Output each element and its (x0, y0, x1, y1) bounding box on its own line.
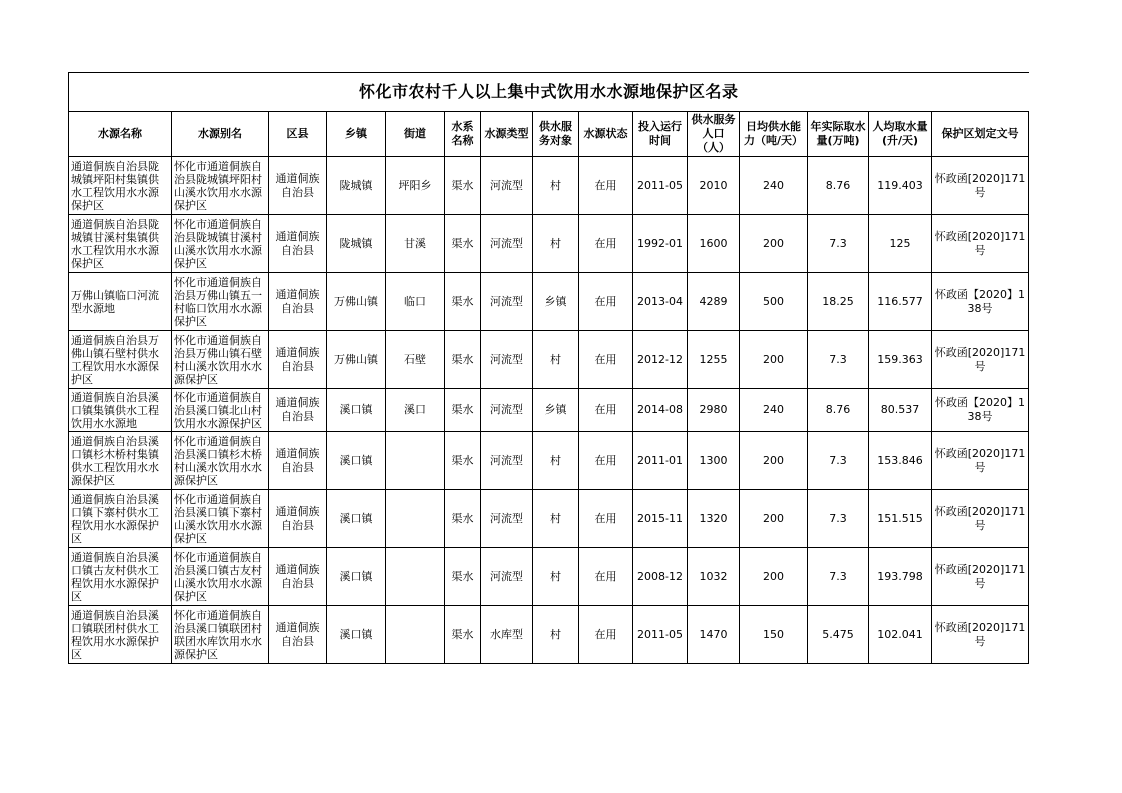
start-time-cell: 2011-05 (633, 606, 688, 664)
service-object-cell: 村 (533, 331, 579, 389)
capacity-cell: 240 (740, 157, 808, 215)
per-capita-cell: 80.537 (869, 389, 932, 432)
document-number-cell: 怀政函[2020]171号 (932, 606, 1029, 664)
column-header: 水源状态 (579, 112, 633, 157)
table-row (69, 273, 1029, 331)
street-cell: 临口 (386, 273, 445, 331)
column-header: 区县 (269, 112, 327, 157)
service-object-cell: 村 (533, 157, 579, 215)
table-row (69, 157, 1029, 215)
column-header: 街道 (386, 112, 445, 157)
service-object-cell: 村 (533, 432, 579, 490)
per-capita-cell: 102.041 (869, 606, 932, 664)
street-cell: 甘溪 (386, 215, 445, 273)
per-capita-cell: 116.577 (869, 273, 932, 331)
source-name-cell: 通道侗族自治县溪口镇下寨村供水工程饮用水水源保护区 (69, 490, 172, 548)
annual-intake-cell: 7.3 (808, 490, 869, 548)
start-time-cell: 2008-12 (633, 548, 688, 606)
population-cell: 1255 (688, 331, 740, 389)
river-cell: 渠水 (445, 490, 481, 548)
document-number-cell: 怀政函[2020]171号 (932, 331, 1029, 389)
column-header: 年实际取水量(万吨) (808, 112, 869, 157)
status-cell: 在用 (579, 606, 633, 664)
column-header: 日均供水能力（吨/天） (740, 112, 808, 157)
town-cell: 溪口镇 (327, 548, 386, 606)
river-cell: 渠水 (445, 215, 481, 273)
source-alias-cell: 怀化市通道侗族自治县万佛山镇石壁村山溪水饮用水水源保护区 (172, 331, 269, 389)
service-object-cell: 乡镇 (533, 389, 579, 432)
start-time-cell: 2015-11 (633, 490, 688, 548)
river-cell: 渠水 (445, 157, 481, 215)
capacity-cell: 200 (740, 331, 808, 389)
column-header: 投入运行时间 (633, 112, 688, 157)
source-type-cell: 河流型 (481, 157, 533, 215)
column-header: 水源类型 (481, 112, 533, 157)
population-cell: 1300 (688, 432, 740, 490)
street-cell (386, 606, 445, 664)
annual-intake-cell: 8.76 (808, 389, 869, 432)
county-cell: 通道侗族自治县 (269, 215, 327, 273)
status-cell: 在用 (579, 331, 633, 389)
town-cell: 溪口镇 (327, 432, 386, 490)
document-number-cell: 怀政函[2020]171号 (932, 215, 1029, 273)
header-row (69, 112, 1029, 157)
river-cell: 渠水 (445, 432, 481, 490)
county-cell: 通道侗族自治县 (269, 273, 327, 331)
source-alias-cell: 怀化市通道侗族自治县溪口镇下寨村山溪水饮用水水源保护区 (172, 490, 269, 548)
street-cell: 坪阳乡 (386, 157, 445, 215)
street-cell (386, 490, 445, 548)
annual-intake-cell: 18.25 (808, 273, 869, 331)
per-capita-cell: 153.846 (869, 432, 932, 490)
service-object-cell: 村 (533, 490, 579, 548)
start-time-cell: 2011-05 (633, 157, 688, 215)
column-header: 水系名称 (445, 112, 481, 157)
population-cell: 1470 (688, 606, 740, 664)
table-row (69, 389, 1029, 432)
document-number-cell: 怀政函【2020】138号 (932, 273, 1029, 331)
start-time-cell: 2013-04 (633, 273, 688, 331)
county-cell: 通道侗族自治县 (269, 389, 327, 432)
source-alias-cell: 怀化市通道侗族自治县万佛山镇五一村临口饮用水水源保护区 (172, 273, 269, 331)
capacity-cell: 200 (740, 432, 808, 490)
per-capita-cell: 159.363 (869, 331, 932, 389)
population-cell: 1032 (688, 548, 740, 606)
source-type-cell: 河流型 (481, 432, 533, 490)
source-type-cell: 河流型 (481, 331, 533, 389)
column-header: 供水服务对象 (533, 112, 579, 157)
start-time-cell: 1992-01 (633, 215, 688, 273)
document-number-cell: 怀政函[2020]171号 (932, 432, 1029, 490)
source-type-cell: 河流型 (481, 490, 533, 548)
town-cell: 万佛山镇 (327, 273, 386, 331)
population-cell: 4289 (688, 273, 740, 331)
document-number-cell: 怀政函[2020]171号 (932, 548, 1029, 606)
annual-intake-cell: 7.3 (808, 432, 869, 490)
population-cell: 1320 (688, 490, 740, 548)
source-name-cell: 通道侗族自治县溪口镇联团村供水工程饮用水水源保护区 (69, 606, 172, 664)
source-alias-cell: 怀化市通道侗族自治县陇城镇坪阳村山溪水饮用水水源保护区 (172, 157, 269, 215)
source-type-cell: 水库型 (481, 606, 533, 664)
street-cell (386, 432, 445, 490)
source-name-cell: 万佛山镇临口河流型水源地 (69, 273, 172, 331)
document-number-cell: 怀政函[2020]171号 (932, 490, 1029, 548)
town-cell: 溪口镇 (327, 490, 386, 548)
source-type-cell: 河流型 (481, 389, 533, 432)
annual-intake-cell: 7.3 (808, 331, 869, 389)
status-cell: 在用 (579, 389, 633, 432)
status-cell: 在用 (579, 490, 633, 548)
river-cell: 渠水 (445, 548, 481, 606)
column-header: 水源别名 (172, 112, 269, 157)
water-source-table (68, 72, 1029, 664)
population-cell: 2980 (688, 389, 740, 432)
population-cell: 2010 (688, 157, 740, 215)
per-capita-cell: 151.515 (869, 490, 932, 548)
county-cell: 通道侗族自治县 (269, 490, 327, 548)
river-cell: 渠水 (445, 606, 481, 664)
town-cell: 万佛山镇 (327, 331, 386, 389)
per-capita-cell: 193.798 (869, 548, 932, 606)
source-name-cell: 通道侗族自治县陇城镇甘溪村集镇供水工程饮用水水源保护区 (69, 215, 172, 273)
capacity-cell: 200 (740, 490, 808, 548)
county-cell: 通道侗族自治县 (269, 606, 327, 664)
source-type-cell: 河流型 (481, 548, 533, 606)
source-alias-cell: 怀化市通道侗族自治县溪口镇联团村联团水库饮用水水源保护区 (172, 606, 269, 664)
start-time-cell: 2012-12 (633, 331, 688, 389)
column-header: 保护区划定文号 (932, 112, 1029, 157)
county-cell: 通道侗族自治县 (269, 157, 327, 215)
service-object-cell: 乡镇 (533, 273, 579, 331)
source-alias-cell: 怀化市通道侗族自治县溪口镇北山村饮用水水源保护区 (172, 389, 269, 432)
per-capita-cell: 125 (869, 215, 932, 273)
source-name-cell: 通道侗族自治县溪口镇杉木桥村集镇供水工程饮用水水源保护区 (69, 432, 172, 490)
town-cell: 陇城镇 (327, 215, 386, 273)
capacity-cell: 200 (740, 215, 808, 273)
column-header: 人均取水量(升/天) (869, 112, 932, 157)
spreadsheet-sheet (68, 72, 1028, 664)
source-alias-cell: 怀化市通道侗族自治县溪口镇古友村山溪水饮用水水源保护区 (172, 548, 269, 606)
table-title: 怀化市农村千人以上集中式饮用水水源地保护区名录 (69, 73, 1029, 112)
source-type-cell: 河流型 (481, 273, 533, 331)
capacity-cell: 240 (740, 389, 808, 432)
table-body (69, 157, 1029, 664)
table-row (69, 548, 1029, 606)
annual-intake-cell: 7.3 (808, 215, 869, 273)
capacity-cell: 150 (740, 606, 808, 664)
start-time-cell: 2014-08 (633, 389, 688, 432)
table-row (69, 432, 1029, 490)
table-row (69, 215, 1029, 273)
service-object-cell: 村 (533, 215, 579, 273)
annual-intake-cell: 7.3 (808, 548, 869, 606)
source-alias-cell: 怀化市通道侗族自治县溪口镇杉木桥村山溪水饮用水水源保护区 (172, 432, 269, 490)
status-cell: 在用 (579, 432, 633, 490)
capacity-cell: 500 (740, 273, 808, 331)
town-cell: 溪口镇 (327, 606, 386, 664)
street-cell: 溪口 (386, 389, 445, 432)
river-cell: 渠水 (445, 331, 481, 389)
service-object-cell: 村 (533, 606, 579, 664)
source-name-cell: 通道侗族自治县陇城镇坪阳村集镇供水工程饮用水水源保护区 (69, 157, 172, 215)
source-name-cell: 通道侗族自治县溪口镇古友村供水工程饮用水水源保护区 (69, 548, 172, 606)
source-type-cell: 河流型 (481, 215, 533, 273)
street-cell: 石壁 (386, 331, 445, 389)
table-row (69, 331, 1029, 389)
per-capita-cell: 119.403 (869, 157, 932, 215)
column-header: 水源名称 (69, 112, 172, 157)
start-time-cell: 2011-01 (633, 432, 688, 490)
river-cell: 渠水 (445, 389, 481, 432)
street-cell (386, 548, 445, 606)
source-name-cell: 通道侗族自治县万佛山镇石壁村供水工程饮用水水源保护区 (69, 331, 172, 389)
status-cell: 在用 (579, 548, 633, 606)
town-cell: 陇城镇 (327, 157, 386, 215)
column-header: 供水服务人口（人） (688, 112, 740, 157)
status-cell: 在用 (579, 273, 633, 331)
town-cell: 溪口镇 (327, 389, 386, 432)
table-row (69, 606, 1029, 664)
status-cell: 在用 (579, 215, 633, 273)
county-cell: 通道侗族自治县 (269, 331, 327, 389)
table-row (69, 490, 1029, 548)
column-header: 乡镇 (327, 112, 386, 157)
annual-intake-cell: 8.76 (808, 157, 869, 215)
annual-intake-cell: 5.475 (808, 606, 869, 664)
county-cell: 通道侗族自治县 (269, 432, 327, 490)
document-number-cell: 怀政函【2020】138号 (932, 389, 1029, 432)
source-alias-cell: 怀化市通道侗族自治县陇城镇甘溪村山溪水饮用水水源保护区 (172, 215, 269, 273)
capacity-cell: 200 (740, 548, 808, 606)
document-number-cell: 怀政函[2020]171号 (932, 157, 1029, 215)
status-cell: 在用 (579, 157, 633, 215)
river-cell: 渠水 (445, 273, 481, 331)
service-object-cell: 村 (533, 548, 579, 606)
source-name-cell: 通道侗族自治县溪口镇集镇供水工程饮用水水源地 (69, 389, 172, 432)
population-cell: 1600 (688, 215, 740, 273)
county-cell: 通道侗族自治县 (269, 548, 327, 606)
